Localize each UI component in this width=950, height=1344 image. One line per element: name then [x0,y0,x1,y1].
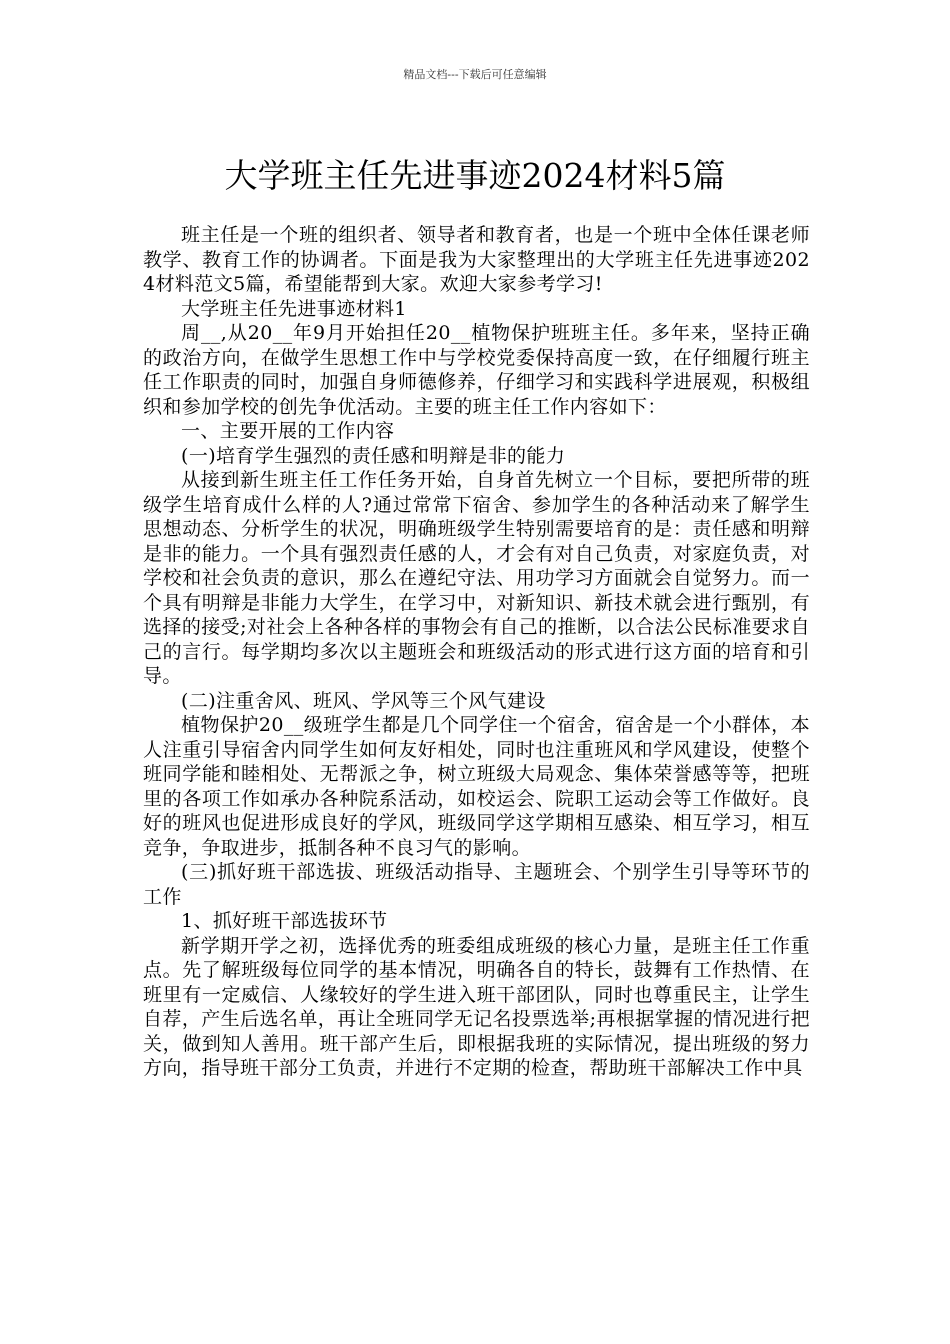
body-paragraph: 新学期开学之初，选择优秀的班委组成班级的核心力量，是班主任工作重点。先了解班级每位同学的基本情况，明确各自的特长，鼓舞有工作热情、在班里有一定威信、人缘较好的学生进入班干部团队，同时也尊重民主，让学生自荐，产生后选名单，再让全班同学无记名投票选举;再根据掌握的情况进行把关，做到知人善用。班干部产生后，即根据我班的实际情况，提出班级的努力方向，指导班干部分工负责，并进行不定期的检查，帮助班干部解决工作中具 [143,934,810,1079]
section-heading-work-content: 一、主要开展的工作内容 [181,420,395,442]
subsection-heading-2: (二)注重舍风、班风、学风等三个风气建设 [181,689,546,712]
page-header-note: 精品文档---下载后可任意编辑 [403,68,547,81]
body-paragraph: 从接到新生班主任工作任务开始，自身首先树立一个目标，要把所带的班级学生培育成什么样的人?通过常常下宿舍、参加学生的各种活动来了解学生思想动态、分析学生的状况，明确班级学生特别需要培育的是：责任感和明辩是非的能力。一个具有强烈责任感的人，才会有对自己负责，对家庭负责，对学校和社会负责的意识，那么在遵纪守法、用功学习方面就会自觉努力。而一个具有明辩是非能力大学生，在学习中，对新知识、新技术就会进行甄别，有选择的接受;对社会上各种各样的事物会有自己的推断，以合法公民标准要求自己的言行。每学期均多次以主题班会和班级活动的形式进行这方面的培育和引导。 [143,469,810,687]
item-heading-1: 1、抓好班干部选拔环节 [181,910,388,932]
section-heading-material-1: 大学班主任先进事迹材料1 [181,297,407,320]
body-paragraph: 植物保护20__级班学生都是几个同学住一个宿舍，宿舍是一个小群体，本人注重引导宿舍内同学生如何友好相处，同时也注重班风和学风建设，使整个班同学能和睦相处、无帮派之争，树立班级大局观念、集体荣誉感等等，把班里的各项工作如承办各种院系活动，如校运会、院职工运动会等工作做好。良好的班风也促进形成良好的学风，班级同学这学期相互感染、相互学习，相互竞争，争取进步，抵制各种不良习气的影响。 [143,714,810,859]
subsection-heading-1: (一)培育学生强烈的责任感和明辩是非的能力 [181,444,566,467]
body-paragraph: 周__,从20__年9月开始担任20__植物保护班班主任。多年来，坚持正确的政治方向，在做学生思想工作中与学校党委保持高度一致，在仔细履行班主任工作职责的同时，加强自身师德修养，仔细学习和实践科学进展观，积极组织和参加学校的创先争优活动。主要的班主任工作内容如下： [143,322,810,418]
document-body [143,223,810,1081]
subsection-heading-3: (三)抓好班干部选拔、班级活动指导、主题班会、个别学生引导等环节的工作 [143,861,810,908]
intro-paragraph: 班主任是一个班的组织者、领导者和教育者，也是一个班中全体任课老师教学、教育工作的协调者。下面是我为大家整理出的大学班主任先进事迹2024材料范文5篇，希望能帮到大家。欢迎大家参考学习! [143,224,810,295]
document-title: 大学班主任先进事迹2024材料5篇 [224,156,726,196]
